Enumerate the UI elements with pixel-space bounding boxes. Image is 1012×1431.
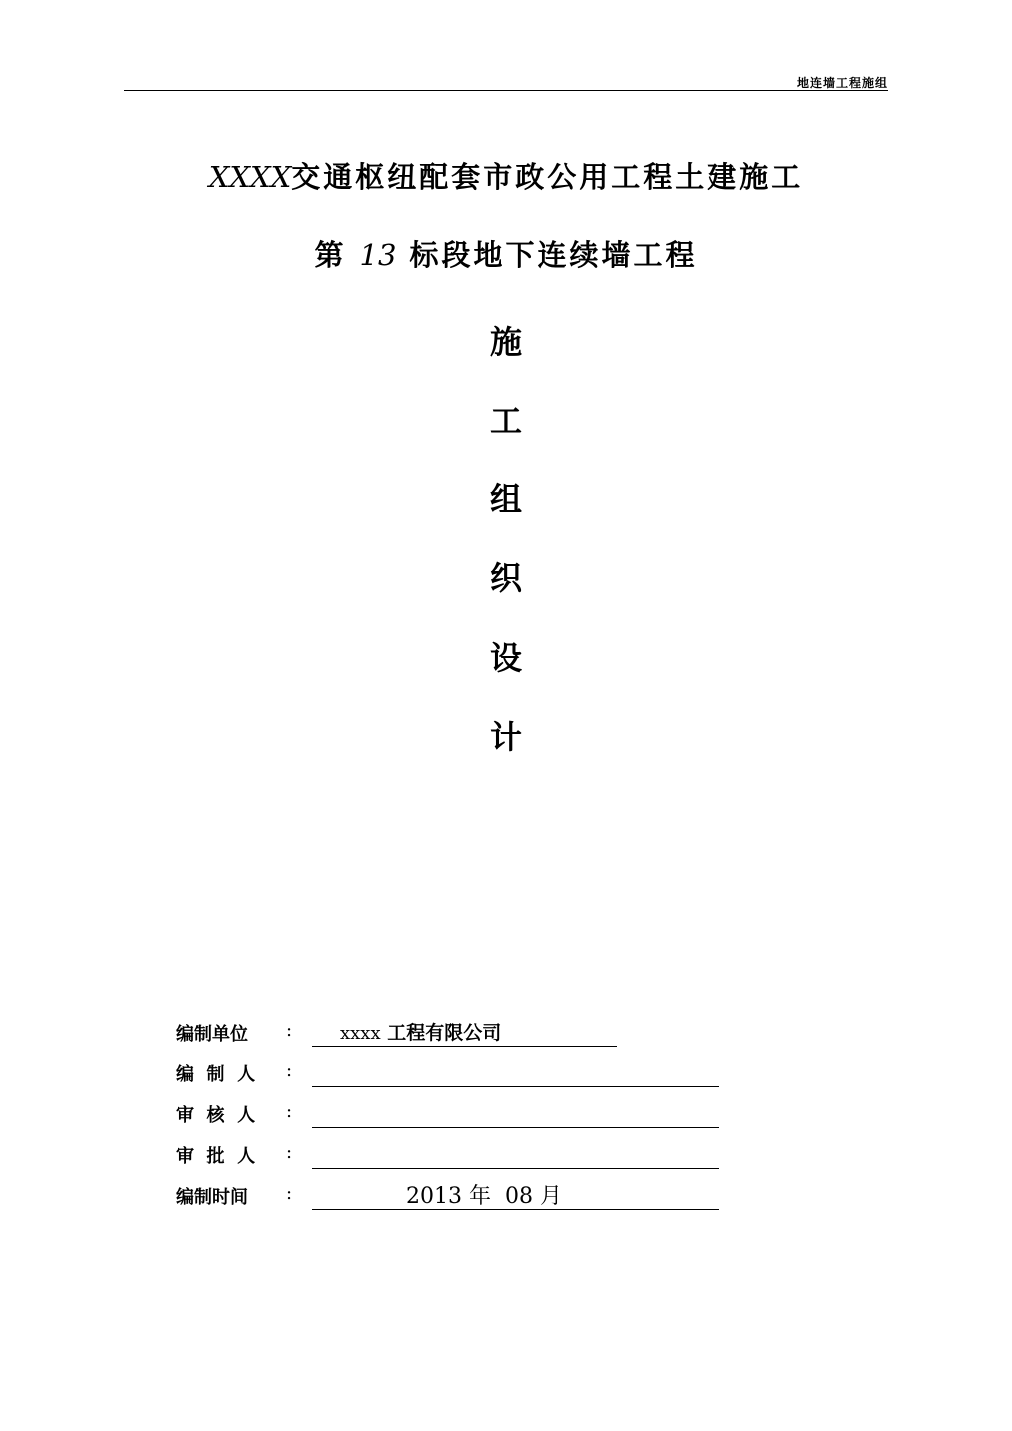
reviewer-colon: : — [286, 1101, 293, 1122]
title-line-2 — [0, 233, 1012, 274]
doc-type-char-5: 设 — [489, 639, 522, 677]
header-rule — [124, 90, 888, 91]
doc-type-char-1: 施 — [489, 323, 522, 361]
info-row-unit — [176, 1020, 736, 1050]
running-header: 地连墙工程施组 — [796, 76, 888, 90]
doc-type-char-3: 组 — [489, 480, 522, 518]
title-section-number: 13 — [359, 238, 397, 272]
unit-value-code: xxxx — [340, 1023, 381, 1044]
info-row-compiler — [176, 1060, 736, 1090]
date-value: 2013 年 08 月 — [406, 1184, 562, 1209]
info-row-approver — [176, 1142, 736, 1172]
unit-underline — [312, 1046, 617, 1047]
title-section-rest: 标段地下连续墙工程 — [396, 238, 698, 272]
title-project-name: 交通枢纽配套市政公用工程土建施工 — [291, 160, 804, 194]
doc-type-char-2: 工 — [489, 402, 522, 440]
date-label: 编制时间 — [176, 1187, 248, 1208]
unit-colon: : — [286, 1020, 293, 1041]
compiler-underline — [312, 1086, 719, 1087]
title-project-code: XXXX — [208, 160, 292, 194]
reviewer-underline — [312, 1127, 719, 1128]
doc-type-char-6: 计 — [489, 718, 522, 756]
date-underline — [312, 1209, 719, 1210]
reviewer-label: 审 核 人 — [176, 1105, 256, 1126]
compiler-colon: : — [286, 1060, 293, 1081]
doc-type-char-4: 织 — [489, 559, 522, 597]
info-row-date — [176, 1183, 736, 1213]
approver-label: 审 批 人 — [176, 1146, 256, 1167]
approver-colon: : — [286, 1142, 293, 1163]
unit-value — [340, 1018, 501, 1045]
unit-value-name: 工程有限公司 — [380, 1022, 502, 1044]
info-row-reviewer — [176, 1101, 736, 1131]
compiler-label: 编 制 人 — [176, 1064, 256, 1085]
date-colon: : — [286, 1183, 293, 1204]
title-line-1 — [0, 155, 1012, 196]
approver-underline — [312, 1168, 719, 1169]
title-section-prefix: 第 — [314, 238, 360, 272]
unit-label: 编制单位 — [176, 1024, 248, 1045]
